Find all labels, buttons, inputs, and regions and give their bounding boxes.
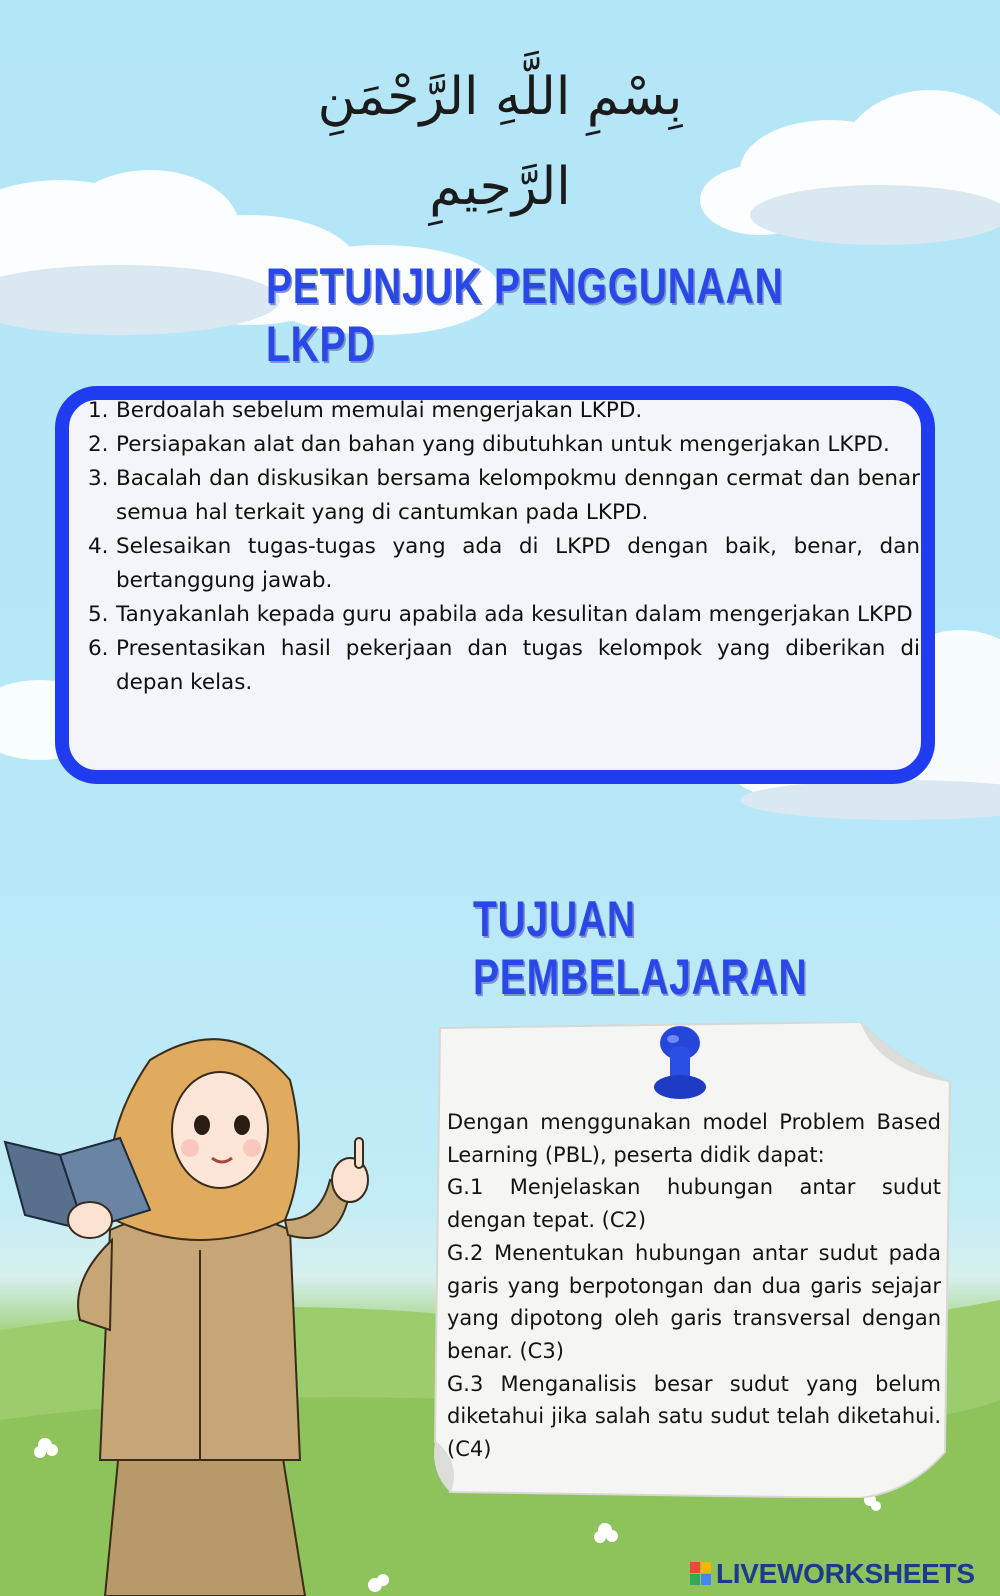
objectives-title: TUJUAN PEMBELAJARAN	[473, 891, 808, 1005]
live-badge-icon	[690, 1562, 712, 1586]
instructions-list	[88, 394, 920, 700]
cloud-right	[700, 90, 1000, 245]
objective-item: G.1 Menjelaskan hubungan antar sudut dengan tepat. (C2)	[447, 1175, 941, 1233]
liveworksheets-logo	[690, 1556, 975, 1592]
objectives-text	[447, 1106, 941, 1466]
teacher-illustration	[0, 1020, 400, 1596]
objectives-intro: Dengan menggunakan model Problem Based Learning (PBL), peserta didik dapat:	[447, 1110, 941, 1167]
list-item: 5. Tanyakanlah kepada guru apabila ada kesulitan dalam mengerjakan LKPD	[88, 602, 913, 627]
list-item: 2. Persiapakan alat dan bahan yang dibutuhkan untuk mengerjakan LKPD.	[88, 432, 890, 457]
list-item: 3. Bacalah dan diskusikan bersama kelompokmu denngan cermat dan benar semua hal terkait yang di cantumkan pada LKPD.	[88, 466, 920, 525]
objective-item: G.2 Menentukan hubungan antar sudut pada garis yang berpotongan dan dua garis sejajar yang dipotong oleh garis transversal dengan benar. (C3)	[447, 1240, 941, 1363]
bismillah-calligraphy: بِسْمِ اللَّهِ الرَّحْمَنِ الرَّحِيمِ	[317, 67, 683, 217]
instructions-title: PETUNJUK PENGGUNAAN LKPD	[266, 258, 784, 372]
list-item: 4. Selesaikan tugas-tugas yang ada di LKPD dengan baik, benar, dan bertanggung jawab.	[88, 534, 920, 593]
list-item: 1. Berdoalah sebelum memulai mengerjakan LKPD.	[88, 398, 643, 423]
logo-text: LIVEWORKSHEETS	[716, 1558, 975, 1589]
list-item: 6. Presentasikan hasil pekerjaan dan tugas kelompok yang diberikan di depan kelas.	[88, 636, 920, 695]
objective-item: G.3 Menganalisis besar sudut yang belum diketahui jika salah satu sudut telah diketahui. (C4)	[447, 1371, 941, 1462]
